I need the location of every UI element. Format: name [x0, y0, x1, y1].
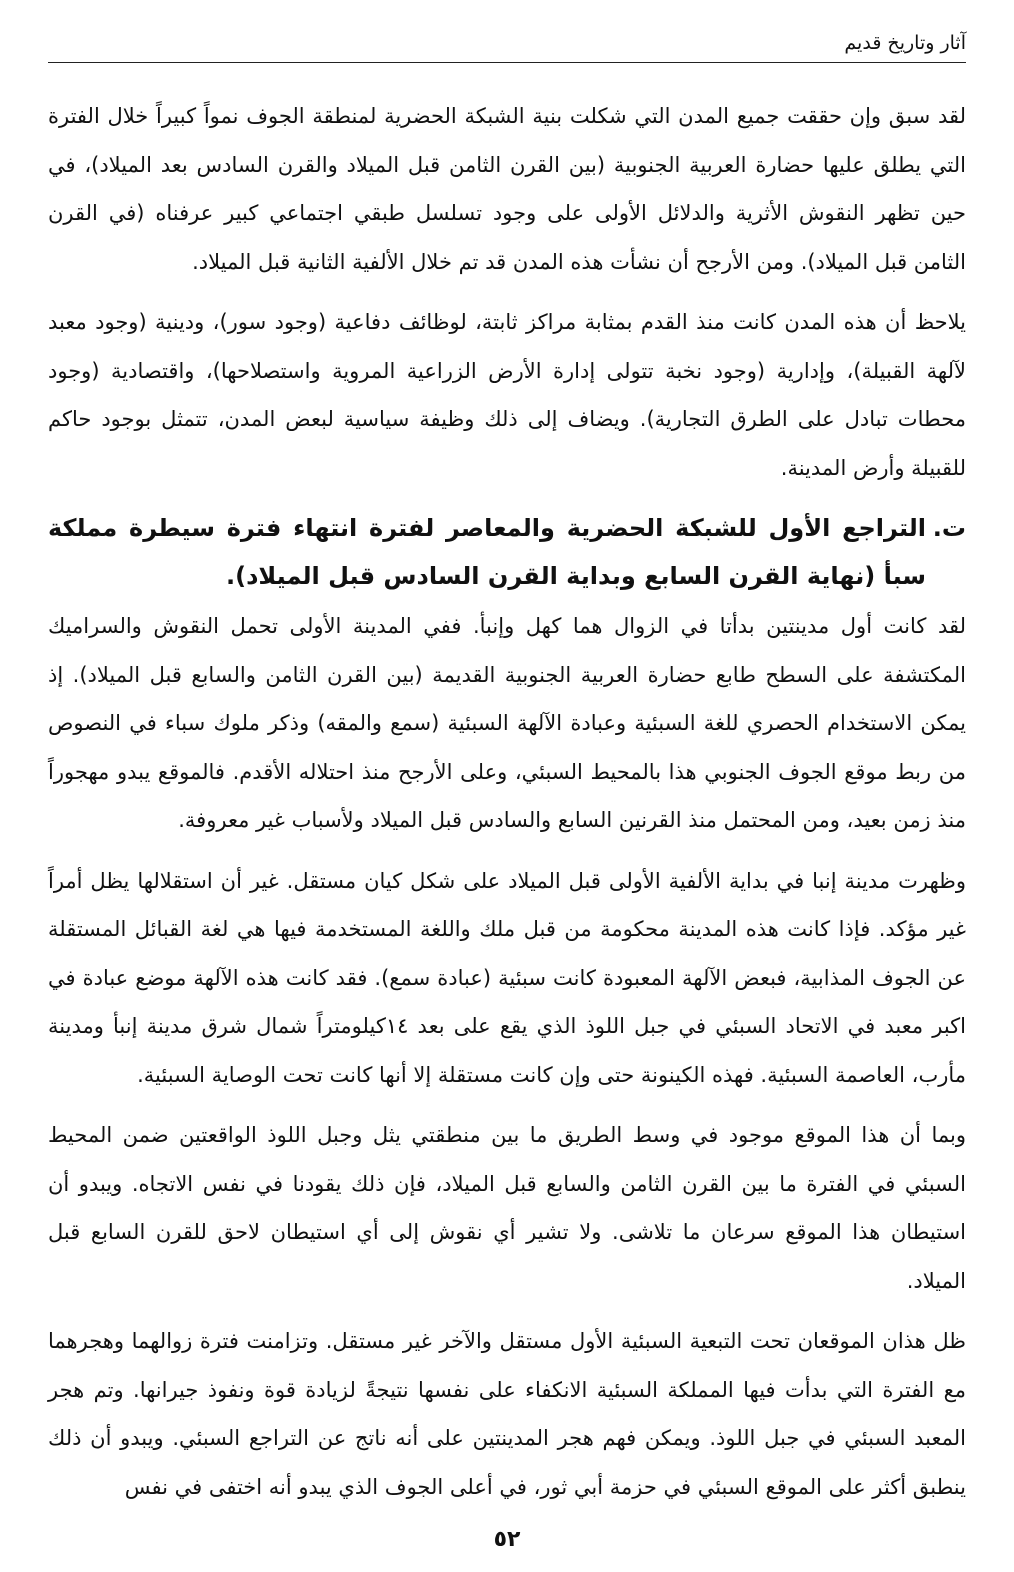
- paragraph-2: يلاحظ أن هذه المدن كانت منذ القدم بمثابة مراكز ثابتة، لوظائف دفاعية (وجود سور)، ودينية (وجود معبد لآلهة القبيلة)، وإدارية (وجود نخبة تتولى إدارة الأرض الزراعية المروية واستصلاحها)، واقتصادية (وجود محطات تبادل على الطرق التجارية). ويضاف إلى ذلك وظيفة سياسية لبعض المدن، تتمثل بوجود حاكم للقبيلة وأرض المدينة.: [48, 310, 966, 480]
- section-heading-marker: ت.: [932, 514, 966, 542]
- running-header: [48, 28, 966, 63]
- section-heading: [48, 504, 966, 600]
- section-heading-text: التراجع الأول للشبكة الحضرية والمعاصر لفترة انتهاء فترة سيطرة مملكة سبأ (نهاية القرن السابع وبداية القرن السادس قبل الميلاد).: [48, 514, 926, 590]
- page-number: ٥٢: [493, 1527, 521, 1552]
- running-header-title: آثار وتاريخ قديم: [844, 32, 966, 54]
- paragraph-6: ظل هذان الموقعان تحت التبعية السبئية الأول مستقل والآخر غير مستقل. وتزامنت فترة زوالهما وهجرهما مع الفترة التي بدأت فيها المملكة السبئية الانكفاء على نفسها نتيجةً لزيادة قوة ونفوذ جيرانها. وتم هجر المعبد السبئي في جبل اللوذ. ويمكن فهم هجر المدينتين على أنه ناتج عن التراجع السبئي. ويبدو أن ذلك ينطبق أكثر على الموقع السبئي في حزمة أبي ثور، في أعلى الجوف الذي يبدو أنه اختفى في نفس: [48, 1329, 966, 1499]
- paragraph-4: وظهرت مدينة إنبا في بداية الألفية الأولى قبل الميلاد على شكل كيان مستقل. غير أن استقلالها يظل أمراً غير مؤكد. فإذا كانت هذه المدينة محكومة من قبل ملك واللغة المستخدمة فيها هي لغة القبائل المستقلة عن الجوف المذابية، فبعض الآلهة المعبودة كانت سبئية (عبادة سمع). فقد كانت هذه الآلهة موضع عبادة في اكبر معبد في الاتحاد السبئي في جبل اللوذ الذي يقع على بعد ١٤كيلومتراً شمال شرق مدينة إنبأ ومدينة مأرب، العاصمة السبئية. فهذه الكينونة حتى وإن كانت مستقلة إلا أنها كانت تحت الوصاية السبئية.: [48, 868, 966, 1087]
- paragraph-5: وبما أن هذا الموقع موجود في وسط الطريق ما بين منطقتي يثل وجبل اللوذ الواقعتين ضمن المحيط السبئي في الفترة ما بين القرن الثامن والسابع قبل الميلاد، فإن ذلك يقودنا في نفس الاتجاه. ويبدو أن استيطان هذا الموقع سرعان ما تلاشى. ولا تشير أي نقوش إلى أي استيطان لاحق للقرن السابع قبل الميلاد.: [48, 1123, 966, 1293]
- paragraph-3: لقد كانت أول مدينتين بدأتا في الزوال هما كهل وإنبأ. ففي المدينة الأولى تحمل النقوش والسراميك المكتشفة على السطح طابع حضارة العربية الجنوبية القديمة (بين القرن الثامن والسابع قبل الميلاد). إذ يمكن الاستخدام الحصري للغة السبئية وعبادة الآلهة السبئية (سمع والمقه) وذكر ملوك سباء في النصوص من ربط موقع الجوف الجنوبي هذا بالمحيط السبئي، وعلى الأرجح منذ احتلاله الأقدم. فالموقع يبدو مهجوراً منذ زمن بعيد، ومن المحتمل منذ القرنين السابع والسادس قبل الميلاد ولأسباب غير معروفة.: [48, 614, 966, 832]
- body-text: [48, 92, 966, 1523]
- paragraph-1: لقد سبق وإن حققت جميع المدن التي شكلت بنية الشبكة الحضرية لمنطقة الجوف نمواً كبيراً خلال الفترة التي يطلق عليها حضارة العربية الجنوبية (بين القرن الثامن قبل الميلاد والقرن السادس بعد الميلاد)، في حين تظهر النقوش الأثرية والدلائل الأولى على وجود تسلسل طبقي اجتماعي كبير عرفناه (في القرن الثامن قبل الميلاد). ومن الأرجح أن نشأت هذه المدن قد تم خلال الألفية الثانية قبل الميلاد.: [48, 104, 966, 274]
